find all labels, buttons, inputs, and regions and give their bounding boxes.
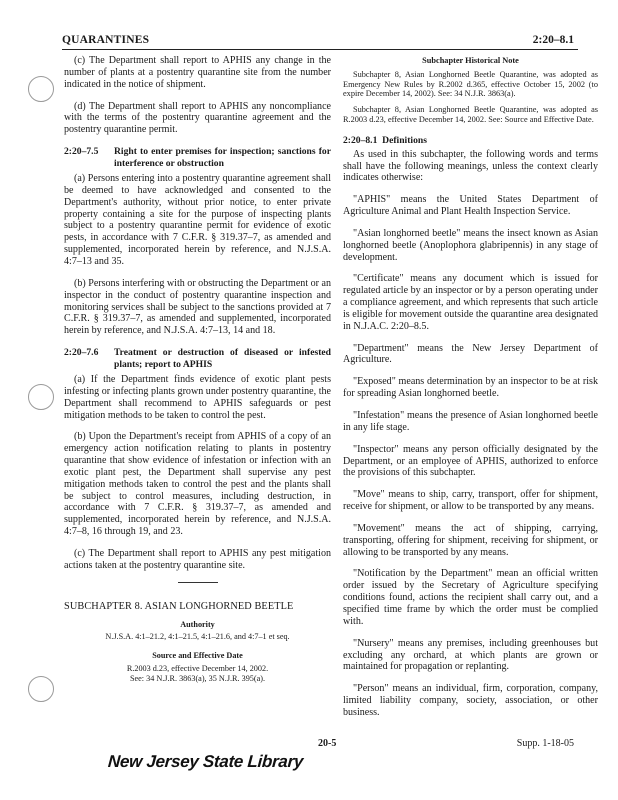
right-column: [343, 55, 598, 729]
section-title: Definitions: [382, 134, 427, 146]
paragraph: (c) The Department shall report to APHIS any change in the number of plants at a postentry quarantine site from the number indicated in the notice of shipment.: [64, 55, 331, 90]
punch-hole-middle: [28, 384, 54, 410]
definition: "Nursery" means any premises, including greenhouses but excluding any orchard, at which plants are grown or maintained for propagation or replanting.: [343, 637, 598, 673]
historical-note-title: Subchapter Historical Note: [422, 56, 519, 65]
section-heading: [64, 146, 331, 169]
definition: "Asian longhorned beetle" means the insect known as Asian longhorned beetle (Anoplophora glabripennis) in any stage of development.: [343, 227, 598, 263]
definition: "Inspector" means any person officially designated by the Department, or an employee of APHIS, authorized to enforce the provisions of this subchapter.: [343, 443, 598, 479]
paragraph: (b) Persons interfering with or obstructing the Department or an inspector in the conduct of postentry quarantine inspection and monitoring services shall be subject to the sanctions provided at 7 C.F.R. § 319.37–7, as amended and supplemented, incorporated herein by reference, and N.J.S.A. 4:7–13, 14 and 18.: [64, 277, 331, 337]
section-divider: [178, 582, 218, 583]
header-rule: [62, 49, 578, 50]
section-title: Right to enter premises for inspection; sanctions for interference or obstruction: [114, 146, 331, 169]
paragraph: (a) Persons entering into a postentry quarantine agreement shall be deemed to have acknowledged and consented to the Department's authority, without prior notice, to enter private property containing a site for the purpose of inspecting plants subject to a postentry quarantine permit for evidence of exotic pests, in accordance with 7 C.F.R. § 319.37–7, as amended and supplemented, incorporated herein by reference, and N.J.S.A. 4:7–13 and 35.: [64, 173, 331, 267]
definition: "Certificate" means any document which is issued for regulated article by an inspector or by a person operating under a compliance agreement, and which represents that such article is eligible for movement outside the quarantine area designated in N.J.A.C. 2:20–8.5.: [343, 273, 598, 332]
source-text: See: 34 N.J.R. 3863(a), 35 N.J.R. 395(a).: [129, 673, 266, 683]
paragraph: (c) The Department shall report to APHIS any pest mitigation actions taken at the postentry quarantine site.: [64, 548, 331, 571]
source-label: Source and Effective Date: [152, 651, 243, 661]
supplement-date: Supp. 1-18-05: [516, 738, 574, 749]
definition: "Person" means an individual, firm, corporation, company, limited liability company, society, association, or other business.: [343, 683, 598, 718]
definition: "Notification by the Department" mean an official written order issued by the Secretary of Agriculture specifying conditions found, actions the recipient shall carry out, and a specified time frame by which the order must be complied with.: [343, 568, 598, 627]
section-number: 2:20–7.6: [64, 347, 99, 359]
punch-hole-bottom: [28, 676, 54, 702]
section-heading: [64, 347, 331, 370]
definition: "Move" means to ship, carry, transport, offer for shipment, receive for shipment, or allow to be transported by any means.: [343, 489, 598, 513]
historical-note: Subchapter 8, Asian Longhorned Beetle Quarantine, was adopted as R.2003 d.23, effective December 14, 2002. See: Source and Effective Date.: [343, 105, 598, 125]
definition: "Infestation" means the presence of Asian longhorned beetle in any life stage.: [343, 410, 598, 433]
paragraph: (a) If the Department finds evidence of exotic plant pests infesting or infecting plants grown under postentry quarantine, the Department shall recommend to APHIS safeguards or pest mitigation methods to be taken to control the pest.: [64, 374, 331, 421]
running-header-section: 2:20–8.1: [532, 34, 574, 46]
definition: "Exposed" means determination by an inspector to be at risk for spreading Asian longhorned beetle.: [343, 376, 598, 400]
definition: "APHIS" means the United States Department of Agriculture Animal and Plant Health Inspection Service.: [343, 194, 598, 218]
historical-note: Subchapter 8, Asian Longhorned Beetle Quarantine, was adopted as Emergency New Rules by R.2002 d.365, effective October 15, 2002 (to expire December 14, 2002). See: 34 N.J.R. 3863(a).: [343, 69, 598, 99]
running-header-title: QUARANTINES: [62, 34, 150, 46]
authority-label: Authority: [180, 619, 215, 629]
section-number: 2:20–7.5: [64, 146, 99, 158]
section-number: 2:20–8.1: [343, 134, 378, 146]
definition: "Department" means the New Jersey Department of Agriculture.: [343, 342, 598, 366]
section-title: Treatment or destruction of diseased or infested plants; report to APHIS: [114, 347, 331, 370]
paragraph: As used in this subchapter, the following words and terms shall have the following meanings, unless the context clearly indicates otherwise:: [343, 148, 598, 184]
paragraph: (d) The Department shall report to APHIS any noncompliance with the terms of the postentry quarantine agreement and the postentry quarantine permit.: [64, 100, 331, 136]
paragraph: (b) Upon the Department's receipt from APHIS of a copy of an emergency action notification relating to plants in postentry quarantine that show evidence of infestation or infection with an exotic plant pest, the Department shall supervise any pest mitigation methods taken to control the pest and the plants shall be subject to control measures, including destruction, in accordance with 7 C.F.R. § 319.37–7, as amended and supplemented, incorporated herein by reference, and N.J.S.A. 4:7–8, 16 through 19, and 23.: [64, 431, 331, 538]
source-text: R.2003 d.23, effective December 14, 2002.: [126, 664, 269, 674]
definition: "Movement" means the act of shipping, carrying, transporting, offering for shipment, receiving for shipment, or allowing to be transported by any means.: [343, 522, 598, 558]
punch-hole-top: [28, 76, 54, 102]
left-column: [64, 55, 331, 692]
page-number: 20-5: [318, 738, 337, 749]
subchapter-title: SUBCHAPTER 8. ASIAN LONGHORNED BEETLE: [64, 600, 294, 612]
authority-text: N.J.S.A. 4:1–21.2, 4:1–21.5, 4:1–21.6, and 4:7–1 et seq.: [105, 632, 290, 642]
library-stamp: New Jersey State Library: [107, 752, 304, 771]
section-heading: [343, 135, 598, 147]
